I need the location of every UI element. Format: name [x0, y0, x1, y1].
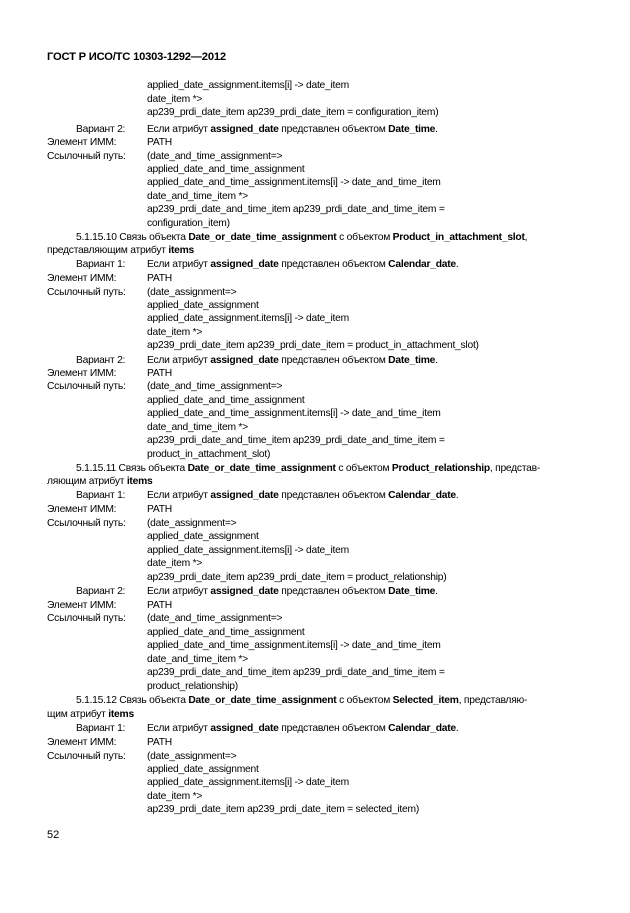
bold-term: assigned_date	[210, 586, 279, 597]
bold-term: Calendar_date	[388, 259, 456, 270]
bold-term: Date_or_date_time_assignment	[188, 232, 337, 243]
bold-term: assigned_date	[210, 355, 279, 366]
field-value: Если атрибут assigned_date представлен объектом Date_time.	[147, 355, 438, 366]
field-value: PATH	[147, 368, 172, 379]
paragraph-line: 5.1.15.11 Связь объекта Date_or_date_time_assignment с объектом Product_relationship, представ-	[76, 463, 541, 474]
paragraph-line: щим атрибут items	[47, 709, 134, 720]
field-value: (date_assignment=>	[147, 518, 237, 529]
field-value: PATH	[147, 600, 172, 611]
field-value: date_item *>	[147, 791, 203, 802]
field-value: ap239_prdi_date_and_time_item ap239_prdi_date_and_time_item =	[147, 204, 445, 215]
field-label: Вариант 2:	[76, 124, 126, 135]
field-value: Если атрибут assigned_date представлен объектом Calendar_date.	[147, 490, 459, 501]
paragraph-line: 5.1.15.10 Связь объекта Date_or_date_time_assignment с объектом Product_in_attachment_slot,	[76, 232, 528, 243]
field-value: PATH	[147, 504, 172, 515]
bold-term: Selected_item	[392, 695, 459, 706]
field-label: Элемент ИММ:	[47, 368, 117, 379]
field-value: ap239_prdi_date_item ap239_prdi_date_item = selected_item)	[147, 804, 420, 815]
field-value: PATH	[147, 137, 172, 148]
field-value: applied_date_assignment.items[i] -> date_item	[147, 313, 349, 324]
field-value: ap239_prdi_date_and_time_item ap239_prdi_date_and_time_item =	[147, 435, 445, 446]
bold-term: Date_or_date_time_assignment	[187, 463, 336, 474]
field-value: applied_date_and_time_assignment.items[i] -> date_and_time_item	[147, 177, 441, 188]
paragraph-line: представляющим атрибут items	[47, 245, 194, 256]
field-value: (date_and_time_assignment=>	[147, 151, 283, 162]
field-value: applied_date_assignment.items[i] -> date_item	[147, 777, 349, 788]
field-value: date_and_time_item *>	[147, 654, 248, 665]
bold-term: Date_time	[388, 586, 436, 597]
field-value: date_item *>	[147, 558, 203, 569]
bold-term: Product_in_attachment_slot	[392, 232, 525, 243]
field-label: Ссылочный путь:	[47, 518, 126, 529]
field-value: Если атрибут assigned_date представлен объектом Calendar_date.	[147, 259, 459, 270]
field-label: Элемент ИММ:	[47, 737, 117, 748]
field-value: PATH	[147, 737, 172, 748]
bold-term: Date_time	[388, 355, 436, 366]
field-label: Элемент ИММ:	[47, 600, 117, 611]
field-value: date_and_time_item *>	[147, 191, 248, 202]
field-value: ap239_prdi_date_item ap239_prdi_date_item = product_relationship)	[147, 572, 447, 583]
field-value: ap239_prdi_date_and_time_item ap239_prdi_date_and_time_item =	[147, 667, 445, 678]
field-value: applied_date_assignment.items[i] -> date_item	[147, 545, 349, 556]
field-value: (date_assignment=>	[147, 751, 237, 762]
field-label: Ссылочный путь:	[47, 151, 126, 162]
field-value: ap239_prdi_date_item ap239_prdi_date_item = product_in_attachment_slot)	[147, 340, 479, 351]
field-value: product_relationship)	[147, 681, 238, 692]
field-label: Вариант 1:	[76, 490, 126, 501]
field-value: date_item *>	[147, 327, 203, 338]
field-label: Ссылочный путь:	[47, 613, 126, 624]
field-value: (date_assignment=>	[147, 287, 237, 298]
field-label: Вариант 2:	[76, 586, 126, 597]
field-value: applied_date_and_time_assignment.items[i] -> date_and_time_item	[147, 640, 441, 651]
document-header: ГОСТ Р ИСО/ТС 10303-1292—2012	[47, 51, 226, 63]
field-label: Элемент ИММ:	[47, 504, 117, 515]
field-label: Ссылочный путь:	[47, 381, 126, 392]
paragraph-line: ляющим атрибут items	[47, 476, 153, 487]
bold-term: Calendar_date	[388, 490, 456, 501]
field-value: applied_date_and_time_assignment	[147, 627, 305, 638]
field-label: Ссылочный путь:	[47, 751, 126, 762]
bold-term: items	[126, 476, 153, 487]
bold-term: Calendar_date	[388, 723, 456, 734]
field-value: date_and_time_item *>	[147, 422, 248, 433]
field-value: ap239_prdi_date_item ap239_prdi_date_item = configuration_item)	[147, 107, 439, 118]
field-value: Если атрибут assigned_date представлен объектом Date_time.	[147, 124, 438, 135]
bold-term: assigned_date	[210, 723, 279, 734]
bold-term: Date_time	[388, 124, 436, 135]
field-value: applied_date_assignment	[147, 300, 259, 311]
field-label: Вариант 2:	[76, 355, 126, 366]
field-value: (date_and_time_assignment=>	[147, 613, 283, 624]
field-value: applied_date_and_time_assignment	[147, 395, 305, 406]
field-value: product_in_attachment_slot)	[147, 449, 271, 460]
field-value: Если атрибут assigned_date представлен объектом Calendar_date.	[147, 723, 459, 734]
paragraph-line: 5.1.15.12 Связь объекта Date_or_date_time_assignment с объектом Selected_item, представляю-	[76, 695, 528, 706]
field-label: Элемент ИММ:	[47, 137, 117, 148]
field-value: date_item *>	[147, 94, 203, 105]
bold-term: assigned_date	[210, 124, 279, 135]
field-value: applied_date_and_time_assignment	[147, 164, 305, 175]
bold-term: Product_relationship	[391, 463, 490, 474]
field-label: Элемент ИММ:	[47, 273, 117, 284]
field-value: applied_date_and_time_assignment.items[i] -> date_and_time_item	[147, 408, 441, 419]
field-value: applied_date_assignment	[147, 764, 259, 775]
field-label: Вариант 1:	[76, 259, 126, 270]
field-value: applied_date_assignment	[147, 531, 259, 542]
bold-term: assigned_date	[210, 259, 279, 270]
bold-term: Date_or_date_time_assignment	[188, 695, 337, 706]
field-value: configuration_item)	[147, 218, 230, 229]
field-label: Ссылочный путь:	[47, 287, 126, 298]
bold-term: assigned_date	[210, 490, 279, 501]
field-value: PATH	[147, 273, 172, 284]
field-value: Если атрибут assigned_date представлен объектом Date_time.	[147, 586, 438, 597]
bold-term: items	[108, 709, 134, 720]
bold-term: items	[168, 245, 194, 256]
field-value: applied_date_assignment.items[i] -> date_item	[147, 80, 349, 91]
field-value: (date_and_time_assignment=>	[147, 381, 283, 392]
field-label: Вариант 1:	[76, 723, 126, 734]
page-number: 52	[47, 829, 60, 841]
